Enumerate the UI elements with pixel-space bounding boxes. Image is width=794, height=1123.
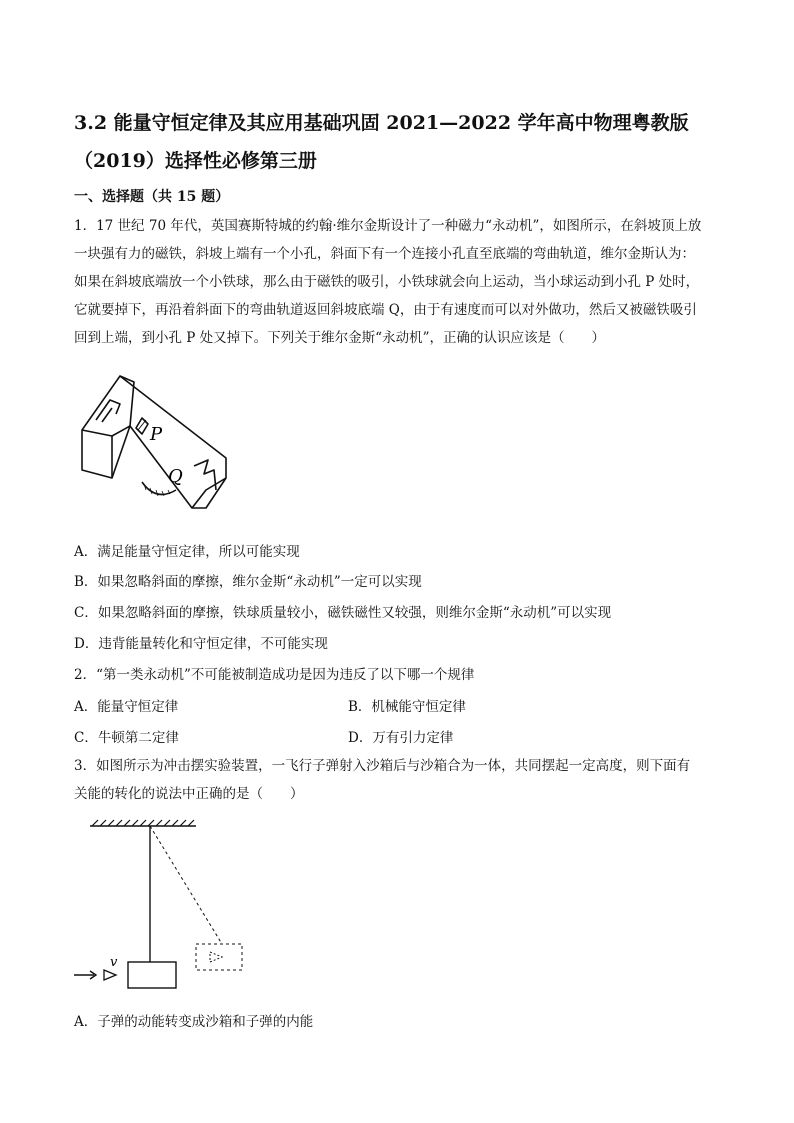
q2-option-a: A．能量守恒定律 (74, 699, 179, 715)
q3-line-1: 3．如图所示为冲击摆实验装置，一飞行子弹射入沙箱后与沙箱合为一体，共同摆起一定高度，则下面有 (74, 758, 691, 774)
magnetic-perpetual-motion-figure (76, 370, 236, 516)
q1-option-d: D．违背能量转化和守恒定律，不可能实现 (74, 636, 328, 652)
q1-line-4: 它就要掉下，再沿着斜面下的弯曲轨道返回斜坡底端 Q，由于有速度而可以对外做功，然后又被磁铁吸引 (74, 302, 697, 318)
question-2-stem: 2．“第一类永动机”不可能被制造成功是因为违反了以下哪一个规律 (74, 667, 475, 683)
ballistic-pendulum-figure (70, 818, 250, 990)
ceiling-hatching (92, 820, 194, 826)
question-1-stem (74, 212, 724, 352)
swing-dashed-line (150, 826, 222, 944)
swung-sand-box (196, 944, 242, 970)
q1-option-a: A．满足能量守恒定律，所以可能实现 (74, 544, 300, 560)
q1-line-2: 一块强有力的磁铁，斜坡上端有一个小孔，斜面下有一个连接小孔直至底端的弯曲轨道，维尔金斯认为： (74, 246, 695, 262)
label-p: P (150, 424, 163, 445)
q2-option-c: C．牛顿第二定律 (74, 730, 179, 746)
document-title (74, 104, 734, 180)
label-v: v (110, 955, 118, 970)
bullet (104, 970, 116, 980)
title-line-1: 3.2 能量守恒定律及其应用基础巩固 2021—2022 学年高中物理粤教版 (74, 112, 689, 134)
title-line-2: （2019）选择性必修第三册 (74, 150, 317, 172)
sand-box (128, 962, 176, 988)
q1-line-3: 如果在斜坡底端放一个小铁球，那么由于磁铁的吸引，小铁球就会向上运动，当小球运动到小孔 P 处时， (74, 274, 700, 290)
q2-option-b: B．机械能守恒定律 (348, 699, 466, 715)
q1-option-b: B．如果忽略斜面的摩擦，维尔金斯“永动机”一定可以实现 (74, 574, 422, 590)
q1-option-c: C．如果忽略斜面的摩擦，铁球质量较小，磁铁磁性又较强，则维尔金斯“永动机”可以实现 (74, 605, 612, 621)
q1-line-5: 回到上端，到小孔 P 处又掉下。下列关于维尔金斯“永动机”，正确的认识应该是（ ） (74, 330, 605, 346)
section-heading: 一、选择题（共 15 题） (74, 189, 230, 205)
q3-option-a: A．子弹的动能转变成沙箱和子弹的内能 (74, 1014, 314, 1030)
q3-line-2: 关能的转化的说法中正确的是（ ） (74, 786, 304, 802)
question-3-stem (74, 752, 724, 808)
label-q: Q (168, 466, 183, 487)
magnet-block (82, 376, 134, 478)
q2-option-d: D．万有引力定律 (348, 730, 454, 746)
q1-line-1: 1．17 世纪 70 年代，英国赛斯特城的约翰·维尔金斯设计了一种磁力“永动机”，如图所示，在斜坡顶上放 (74, 218, 702, 234)
